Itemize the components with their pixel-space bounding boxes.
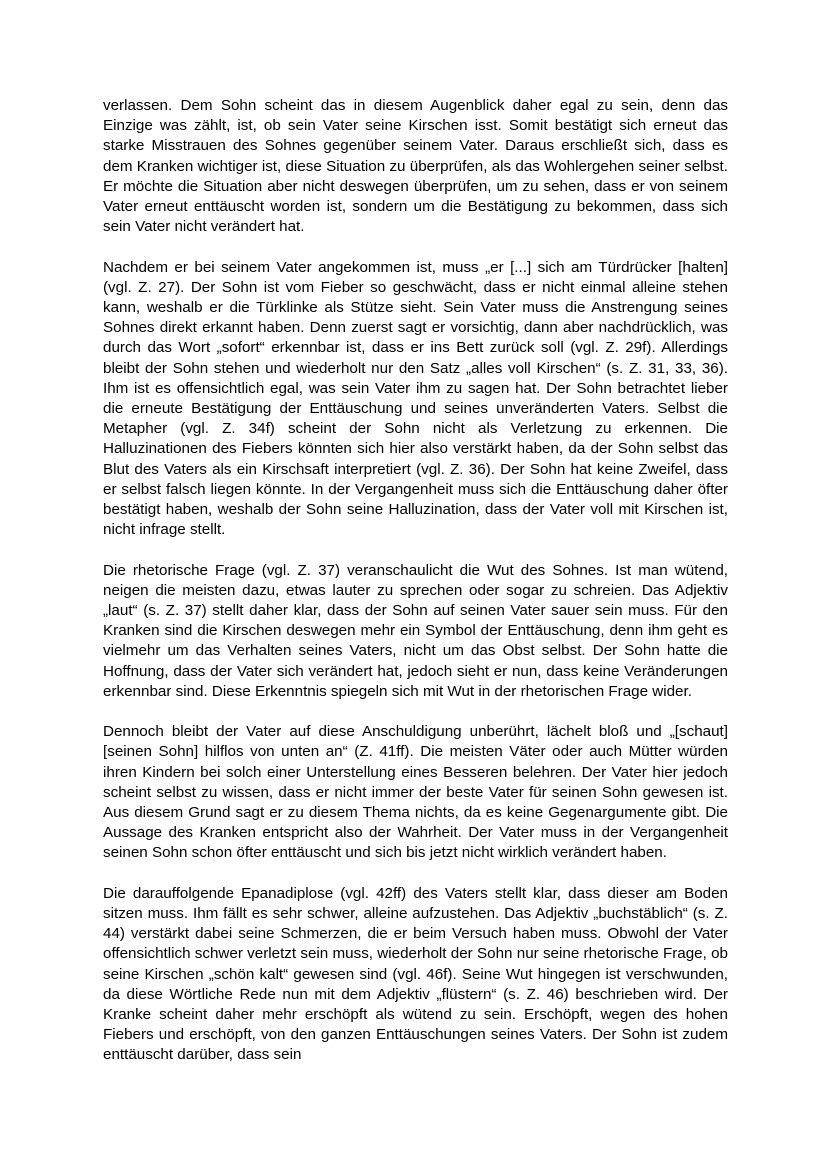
paragraph-3: Die rhetorische Frage (vgl. Z. 37) veranschaulicht die Wut des Sohnes. Ist man wütend, neigen die meisten dazu, etwas lauter zu sprechen oder sogar zu schreien. Das Adjektiv „laut“ (s. Z. 37) stellt daher klar, dass der Sohn auf seinen Vater sauer sein muss. Für den Kranken sind die Kirschen deswegen mehr ein Symbol der Enttäuschung, denn ihm geht es vielmehr um das Verhalten seines Vaters, nicht um das Obst selbst. Der Sohn hatte die Hoffnung, dass der Vater sich verändert hat, jedoch sieht er nun, dass keine Veränderungen erkennbar sind. Diese Erkenntnis spiegeln sich mit Wut in der rhetorischen Frage wider. — [103, 561, 728, 700]
paragraph-5: Die darauffolgende Epanadiplose (vgl. 42ff) des Vaters stellt klar, dass dieser am Boden sitzen muss. Ihm fällt es sehr schwer, alleine aufzustehen. Das Adjektiv „buchstäblich“ (s. Z. 44) verstärkt dabei seine Schmerzen, die er beim Versuch haben muss. Obwohl der Vater offensichtlich schwer verletzt sein muss, wiederholt der Sohn nur seine rhetorische Frage, ob seine Kirschen „schön kalt“ gewesen sind (vgl. 46f). Seine Wut hingegen ist verschwunden, da diese Wörtliche Rede nun mit dem Adjektiv „flüstern“ (s. Z. 46) beschrieben wird. Der Kranke scheint daher mehr erschöpft als wütend zu sein. Erschöpft, wegen des hohen Fiebers und erschöpft, von den ganzen Enttäuschungen seines Vaters. Der Sohn ist zudem enttäuscht darüber, dass sein — [103, 884, 728, 1064]
paragraph-4: Dennoch bleibt der Vater auf diese Anschuldigung unberührt, lächelt bloß und „[schaut] [seinen Sohn] hilflos von unten an“ (Z. 41ff). Die meisten Väter oder auch Mütter würden ihren Kindern bei solch einer Unterstellung eines Besseren belehren. Der Vater hier jedoch scheint selbst zu wissen, dass er nicht immer der beste Vater für seinen Sohn gewesen ist. Aus diesem Grund sagt er zu diesem Thema nichts, da es keine Gegenargumente gibt. Die Aussage des Kranken entspricht also der Wahrheit. Der Vater muss in der Vergangenheit seinen Sohn schon öfter enttäuscht und sich bis jetzt nicht wirklich verändert haben. — [103, 723, 728, 862]
paragraph-2: Nachdem er bei seinem Vater angekommen ist, muss „er [...] sich am Türdrücker [halten] (vgl. Z. 27). Der Sohn ist vom Fieber so geschwächt, dass er nicht einmal alleine stehen kann, weshalb er die Türklinke als Stütze sieht. Sein Vater muss die Anstrengung seines Sohnes direkt erkannt haben. Denn zuerst sagt er vorsichtig, dann aber nachdrücklich, was durch das Wort „sofort“ erkennbar ist, dass er ins Bett zurück soll (vgl. Z. 29f). Allerdings bleibt der Sohn stehen und wiederholt nur den Satz „alles voll Kirschen“ (s. Z. 31, 33, 36). Ihm ist es offensichtlich egal, was sein Vater ihm zu sagen hat. Der Sohn betrachtet lieber die erneute Bestätigung der Enttäuschung und seines unveränderten Vaters. Selbst die Metapher (vgl. Z. 34f) scheint der Sohn nicht als Verletzung zu erkennen. Die Halluzinationen des Fiebers könnten sich hier also verstärkt haben, da der Sohn selbst das Blut des Vaters als ein Kirschsaft interpretiert (vgl. Z. 36). Der Sohn hat keine Zweifel, dass er selbst falsch liegen könnte. In der Vergangenheit muss sich die Enttäuschung daher öfter bestätigt haben, weshalb der Sohn seine Halluzination, dass der Vater voll mit Kirschen ist, nicht infrage stellt. — [103, 258, 728, 539]
document-page — [103, 96, 728, 1086]
paragraph-1: verlassen. Dem Sohn scheint das in diesem Augenblick daher egal zu sein, denn das Einzige was zählt, ist, ob sein Vater seine Kirschen isst. Somit bestätigt sich erneut das starke Misstrauen des Sohnes gegenüber seinem Vater. Daraus erschließt sich, dass es dem Kranken wichtiger ist, diese Situation zu überprüfen, als das Wohlergehen seiner selbst. Er möchte die Situation aber nicht deswegen überprüfen, um zu sehen, dass er von seinem Vater erneut enttäuscht worden ist, sondern um die Bestätigung zu bekommen, dass sich sein Vater nicht verändert hat. — [103, 97, 728, 236]
